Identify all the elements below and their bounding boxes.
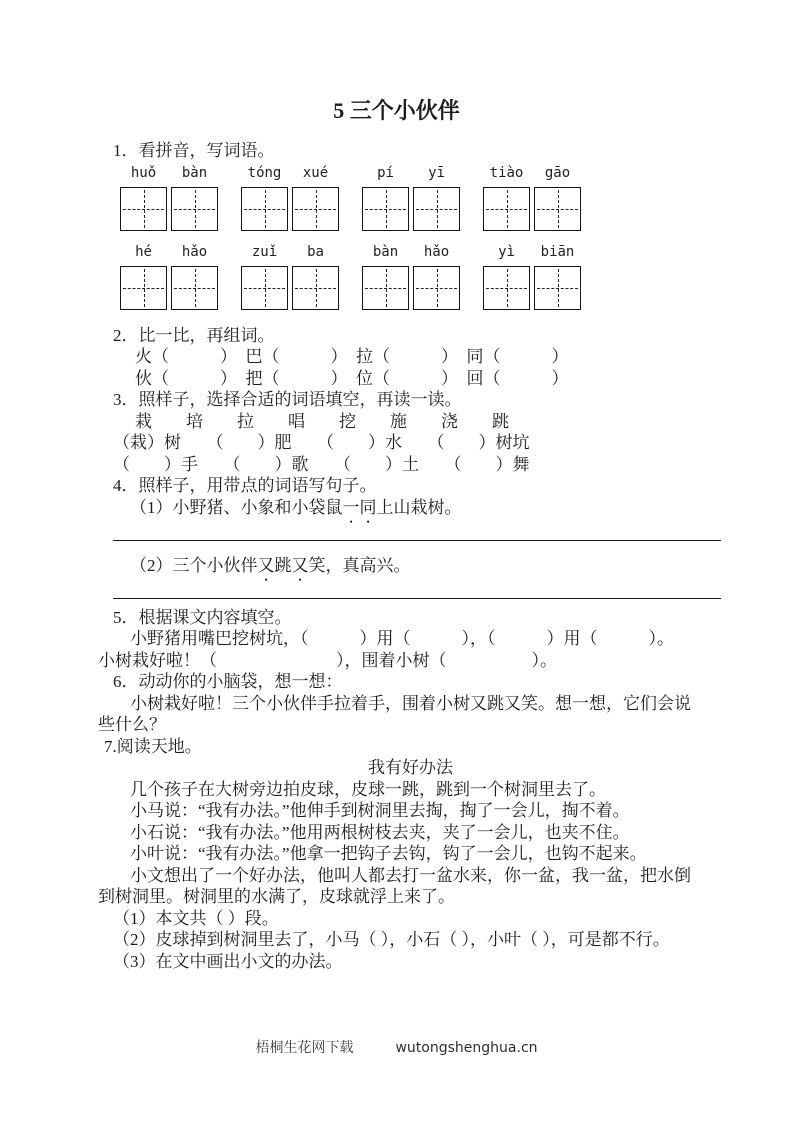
pinyin-syllable: zuǐ bbox=[251, 243, 278, 260]
pinyin-syllable: bàn bbox=[372, 243, 399, 260]
pinyin-syllable: gāo bbox=[544, 164, 571, 181]
pinyin-syllable: bàn bbox=[181, 164, 208, 181]
grid-pair bbox=[362, 266, 460, 310]
emphasized-word: 又 bbox=[291, 555, 309, 575]
pinyin-syllable: biān bbox=[540, 243, 575, 260]
pinyin-row-1 bbox=[98, 163, 723, 183]
writing-grid-box[interactable] bbox=[171, 266, 218, 310]
passage-paragraph-2: 小马说：“我有办法。”他伸手到树洞里去掏，掏了一会儿，掏不着。 bbox=[130, 801, 630, 820]
pinyin-row-2 bbox=[98, 242, 723, 262]
writing-grid-box[interactable] bbox=[292, 266, 339, 310]
pinyin-syllable: ba bbox=[307, 243, 324, 260]
writing-grid-box[interactable] bbox=[362, 266, 409, 310]
q5-fill-line-2: 小树栽好啦！（ ），围着小树（ ）。 bbox=[98, 650, 557, 670]
writing-grid-box[interactable] bbox=[171, 187, 218, 231]
writing-grid-box[interactable] bbox=[241, 187, 288, 231]
pinyin-syllable: hǎo bbox=[423, 243, 450, 260]
emphasized-word: 又 bbox=[257, 555, 275, 575]
q7-subquestion-1: （1）本文共（ ）段。 bbox=[113, 908, 279, 928]
passage-title: 我有好办法 bbox=[368, 758, 453, 777]
footer-site-url[interactable]: wutongshenghua.cn bbox=[395, 1040, 538, 1056]
q2-word-row-2: 伙（ ） 把（ ） 位（ ） 回（ ） bbox=[135, 368, 569, 388]
pinyin-syllable: yì bbox=[498, 243, 515, 260]
pinyin-syllable: hǎo bbox=[181, 243, 208, 260]
pinyin-pair bbox=[362, 163, 460, 183]
passage-paragraph-3: 小石说：“我有办法。”他用两根树枝去夹，夹了一会儿，也夹不住。 bbox=[130, 822, 630, 842]
writing-grid-row-1 bbox=[98, 187, 723, 231]
q6-text-line-1: 小树栽好啦！三个小伙伴手拉着手，围着小树又跳又笑。想一想，它们会说 bbox=[130, 693, 691, 713]
answer-line[interactable] bbox=[113, 598, 721, 599]
q6-text-line-2: 些什么？ bbox=[98, 715, 166, 734]
q3-fill-row-2: （ ）手 （ ）歌 （ ）土 （ ）舞 bbox=[113, 454, 530, 474]
pinyin-syllable: xué bbox=[302, 164, 329, 181]
q4-heading: 4．照样子，用带点的词语写句子。 bbox=[113, 476, 377, 495]
grid-pair bbox=[241, 187, 339, 231]
pinyin-syllable: tiào bbox=[489, 164, 524, 181]
writing-grid-box[interactable] bbox=[292, 187, 339, 231]
worksheet-content bbox=[98, 140, 723, 972]
pinyin-syllable: yī bbox=[428, 164, 445, 181]
writing-grid-box[interactable] bbox=[483, 266, 530, 310]
grid-pair bbox=[362, 187, 460, 231]
pinyin-syllable: tóng bbox=[247, 164, 282, 181]
writing-grid-box[interactable] bbox=[534, 266, 581, 310]
q3-fill-row-1: （栽）树 （ ）肥 （ ）水 （ ）树坑 bbox=[113, 433, 530, 452]
writing-grid-box[interactable] bbox=[362, 187, 409, 231]
grid-pair bbox=[120, 187, 218, 231]
pinyin-syllable: huǒ bbox=[130, 164, 157, 181]
grid-pair bbox=[483, 187, 581, 231]
page-title: 5 三个小伙伴 bbox=[333, 98, 460, 123]
writing-grid-box[interactable] bbox=[483, 187, 530, 231]
q7-subquestion-3: （3）在文中画出小文的办法。 bbox=[113, 951, 343, 971]
q7-heading: 7.阅读天地。 bbox=[104, 736, 202, 756]
q4-sentence-1: （1）小野猪、小象和小袋鼠一同上山栽树。 bbox=[130, 497, 462, 517]
pinyin-pair bbox=[483, 163, 581, 183]
writing-grid-box[interactable] bbox=[413, 266, 460, 310]
grid-pair bbox=[120, 266, 218, 310]
answer-line[interactable] bbox=[113, 540, 721, 541]
q2-heading: 2．比一比，再组词。 bbox=[113, 325, 275, 345]
pinyin-pair bbox=[362, 242, 460, 262]
writing-grid-box[interactable] bbox=[241, 266, 288, 310]
q1-heading: 1．看拼音，写词语。 bbox=[113, 141, 275, 160]
q6-heading: 6．动动你的小脑袋，想一想： bbox=[113, 672, 343, 691]
pinyin-syllable: pí bbox=[377, 164, 394, 181]
q7-subquestion-2: （2）皮球掉到树洞里去了，小马（ ），小石（ ），小叶（ ），可是都不行。 bbox=[113, 930, 670, 949]
pinyin-syllable: hé bbox=[135, 243, 152, 260]
writing-grid-box[interactable] bbox=[120, 266, 167, 310]
q5-heading: 5．根据课文内容填空。 bbox=[113, 607, 292, 627]
writing-grid-box[interactable] bbox=[120, 187, 167, 231]
passage-paragraph-4: 小叶说：“我有办法。”他拿一把钩子去钩，钩了一会儿，也钩不起来。 bbox=[130, 844, 647, 863]
grid-pair bbox=[483, 266, 581, 310]
pinyin-pair bbox=[120, 242, 218, 262]
q5-fill-line-1: 小野猪用嘴巴挖树坑，（ ）用（ ），（ ）用（ ）。 bbox=[130, 629, 674, 648]
writing-grid-box[interactable] bbox=[413, 187, 460, 231]
passage-paragraph-5-line-2: 到树洞里。树洞里的水满了，皮球就浮上来了。 bbox=[98, 887, 455, 906]
writing-grid-row-2 bbox=[98, 266, 723, 310]
footer bbox=[0, 1038, 793, 1060]
grid-pair bbox=[241, 266, 339, 310]
footer-site-name: 梧桐生花网下载 bbox=[255, 1041, 354, 1056]
pinyin-pair bbox=[241, 242, 339, 262]
passage-paragraph-1: 几个孩子在大树旁边拍皮球，皮球一跳，跳到一个树洞里去了。 bbox=[130, 779, 606, 799]
passage-paragraph-5-line-1: 小文想出了一个好办法，他叫人都去打一盆水来，你一盆，我一盆，把水倒 bbox=[130, 865, 691, 885]
q2-word-row-1: 火（ ） 巴（ ） 拉（ ） 同（ ） bbox=[135, 347, 569, 366]
emphasized-word: 一同 bbox=[342, 497, 377, 517]
pinyin-pair bbox=[483, 242, 581, 262]
writing-grid-box[interactable] bbox=[534, 187, 581, 231]
q3-heading: 3．照样子，选择合适的词语填空，再读一读。 bbox=[113, 390, 462, 409]
q3-word-bank: 栽 培 拉 唱 挖 施 浇 跳 bbox=[135, 411, 509, 431]
q4-sentence-2: （2）三个小伙伴又跳又笑，真高兴。 bbox=[130, 555, 411, 575]
pinyin-pair bbox=[241, 163, 339, 183]
pinyin-pair bbox=[120, 163, 218, 183]
